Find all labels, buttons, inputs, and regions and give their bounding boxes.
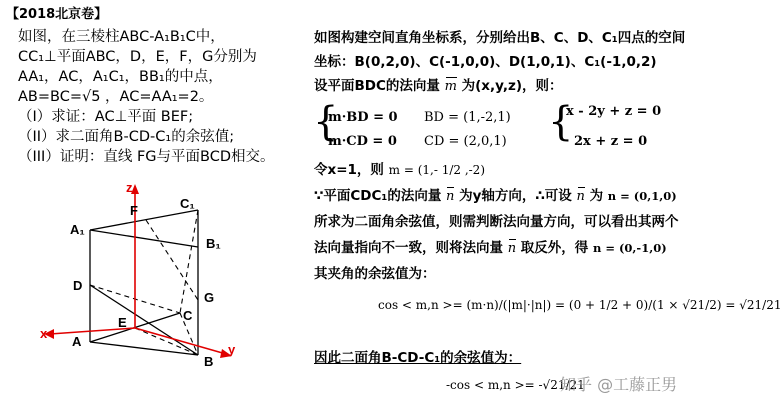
left-brace: { <box>313 99 339 145</box>
system-brace: { <box>548 99 574 145</box>
problem-line-2: CC₁⊥平面ABC，D，E，F，G分别为 <box>18 49 257 65</box>
label-y: y <box>228 342 236 357</box>
solution-line-9: 因此二面角B-CD-C₁的余弦值为： <box>314 350 522 366</box>
solution-line-6: 所求为二面角余弦值，则需判断法向量方向，可以看出其两个 <box>314 214 679 230</box>
question-1: （I）求证：AC⊥平面 BEF; <box>18 109 194 125</box>
label-z: z <box>126 180 133 195</box>
label-C1: C₁ <box>180 196 195 211</box>
final-answer: -cos < m,n >= -√21/21 <box>446 378 585 392</box>
equation-2: 2x + z = 0 <box>574 134 648 149</box>
label-B1: B₁ <box>206 236 221 251</box>
label-x: x <box>40 326 48 341</box>
label-A: A <box>72 334 82 349</box>
label-A1: A₁ <box>70 222 85 237</box>
solution-line-7: 法向量指向不一致，则将法向量 n 取反外，得 n = (0,-1,0) <box>314 240 667 256</box>
solution-line-4: 令x=1，则 m = (1,- 1/2 ,-2) <box>314 162 485 178</box>
solution-line-1: 如图构建空间直角坐标系，分别给出B、C、D、C₁四点的空间 <box>314 30 686 46</box>
label-F: F <box>130 203 138 218</box>
solution-line-3: 设平面BDC的法向量 m 为(x,y,z)，则： <box>314 78 563 94</box>
solution-line-2: 坐标：B(0,2,0)、C(-1,0,0)、D(1,0,1)、C₁(-1,0,2) <box>314 54 657 70</box>
label-G: G <box>204 290 215 305</box>
condition-bd: m·BD = 0 <box>328 110 398 125</box>
label-E: E <box>118 315 127 330</box>
equation-1: x - 2y + z = 0 <box>566 104 662 119</box>
watermark: 知乎 @工藤正男 <box>560 375 678 394</box>
label-B: B <box>204 354 214 369</box>
cosine-formula: cos < m,n >= (m·n)/(|m|·|n|) = (0 + 1/2 + 0)/(1 × √21/2) = √21/21 <box>378 298 781 312</box>
label-C: C <box>183 308 193 323</box>
solution-line-8: 其夹角的余弦值为： <box>314 266 436 282</box>
prism-edges <box>90 210 198 355</box>
label-D: D <box>73 278 83 293</box>
vector-bd: BD = (1,-2,1) <box>424 110 511 125</box>
condition-cd: m·CD = 0 <box>328 134 397 149</box>
problem-line-3: AA₁，AC，A₁C₁，BB₁的中点， <box>18 69 223 85</box>
coordinate-axes <box>44 184 232 358</box>
problem-line-4: AB=BC=√5 ，AC=AA₁=2。 <box>18 89 214 105</box>
prism-figure <box>0 170 300 408</box>
question-2: （II）求二面角B-CD-C₁的余弦值; <box>18 129 235 145</box>
problem-line-1: 如图，在三棱柱ABC-A₁B₁C中， <box>18 29 225 45</box>
hidden-edges <box>90 210 198 355</box>
vector-cd: CD = (2,0,1) <box>424 134 507 149</box>
source-tag: 【2018北京卷】 <box>6 7 108 22</box>
solution-line-5: ∵平面CDC₁的法向量 n 为y轴方向，∴可设 n 为 n = (0,1,0) <box>314 188 677 204</box>
question-3: （III）证明：直线 FG与平面BCD相交。 <box>18 149 275 165</box>
